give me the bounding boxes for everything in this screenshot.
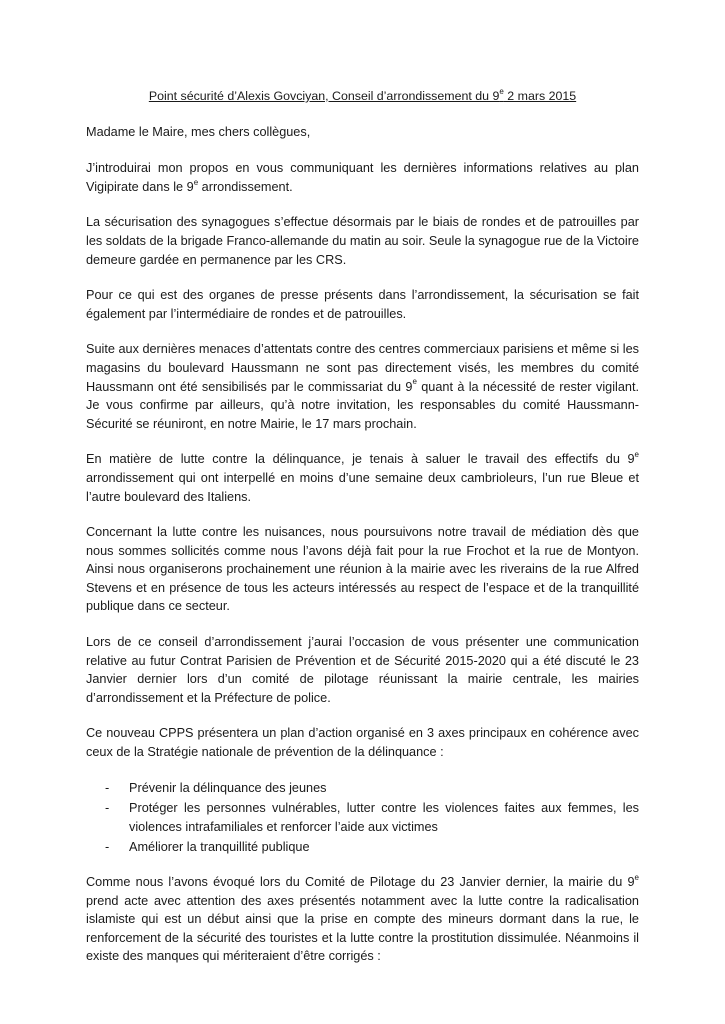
paragraph-nuisances: Concernant la lutte contre les nuisances, nous poursuivons notre travail de médiation dès que nous sommes sollicités comme nous l’avons déjà fait pour la rue Frochot et la rue de Montyon. Ainsi nous organiserons prochainement une réunion à la mairie avec les riverains de la rue Alfred Stevens et en présence de tous les acteurs intéressés au respect de l’espace et de la tranquillité publique dans ce secteur. <box>86 525 639 614</box>
title-superscript: e <box>499 86 504 96</box>
document-body <box>86 87 639 983</box>
paragraph-synagogues: La sécurisation des synagogues s’effectue désormais par le biais de rondes et de patrouilles par les soldats de la brigade Franco-allemande du matin au soir. Seule la synagogue rue de la Victoire demeure gardée en permanence par les CRS. <box>86 215 639 267</box>
paragraph-delinquance: En matière de lutte contre la délinquance, je tenais à saluer le travail des effectifs du 9e arrondissement qui ont interpellé en moins d’une semaine deux cambrioleurs, l’un rue Bleue et l’autre boulevard des Italiens. <box>86 450 639 504</box>
document-title: Point sécurité d’Alexis Govciyan, Conseil d’arrondissement du 9e 2 mars 2015 <box>148 86 577 103</box>
list-item: - Améliorer la tranquillité publique <box>86 838 639 857</box>
paragraph-haussmann: Suite aux dernières menaces d’attentats contre des centres commerciaux parisiens et même si les magasins du boulevard Haussmann ne sont pas directement visés, les membres du comité Haussmann ont été sensibilisés par le commissariat du 9e quant à la nécessité de rester vigilant. Je vous confirme par ailleurs, qu’à notre invitation, les responsables du comité Haussmann- Sécurité se réuniront, en notre Mairie, le 17 mars prochain. <box>86 342 639 431</box>
salutation: Madame le Maire, mes chers collègues, <box>86 124 311 139</box>
bullet-dash: - <box>105 840 110 855</box>
paragraph-comite-pilotage: Comme nous l’avons évoqué lors du Comité de Pilotage du 23 Janvier dernier, la mairie du 9e prend acte avec attention des axes présentés notamment avec la lutte contre la radicalisation islamiste qui est un début ainsi que la prise en compte des mineurs dormant dans la rue, le renforcement de la sécurité des touristes et la lutte contre la prostitution dissimulée. Néanmoins il existe des manques qui mériteraient d’être corrigés : <box>86 872 639 964</box>
bullet-dash: - <box>105 801 110 816</box>
paragraph-axes-intro: Ce nouveau CPPS présentera un plan d’action organisé en 3 axes principaux en cohérence avec ceux de la Stratégie nationale de prévention de la délinquance : <box>86 726 639 760</box>
axes-list <box>86 779 639 857</box>
list-item: - Protéger les personnes vulnérables, lutter contre les violences faites aux femmes, les violences intrafamiliales et renforcer l’aide aux victimes <box>105 801 639 834</box>
bullet-dash: - <box>105 780 110 795</box>
paragraph-vigipirate: J’introduirai mon propos en vous communiquant les dernières informations relatives au plan Vigipirate dans le 9e arrondissement. <box>86 161 639 194</box>
paragraph-press: Pour ce qui est des organes de presse présents dans l’arrondissement, la sécurisation se fait également par l’intermédiaire de rondes et de patrouilles. <box>86 288 639 321</box>
list-item: - Prévenir la délinquance des jeunes <box>86 779 639 798</box>
paragraph-cpps: Lors de ce conseil d’arrondissement j’aurai l’occasion de vous présenter une communication relative au futur Contrat Parisien de Prévention et de Sécurité 2015-2020 qui a été discuté le 23 Janvier dernier lors d’un comité de pilotage réunissant la mairie centrale, les mairies d’arrondissement et la Préfecture de police. <box>86 635 639 705</box>
